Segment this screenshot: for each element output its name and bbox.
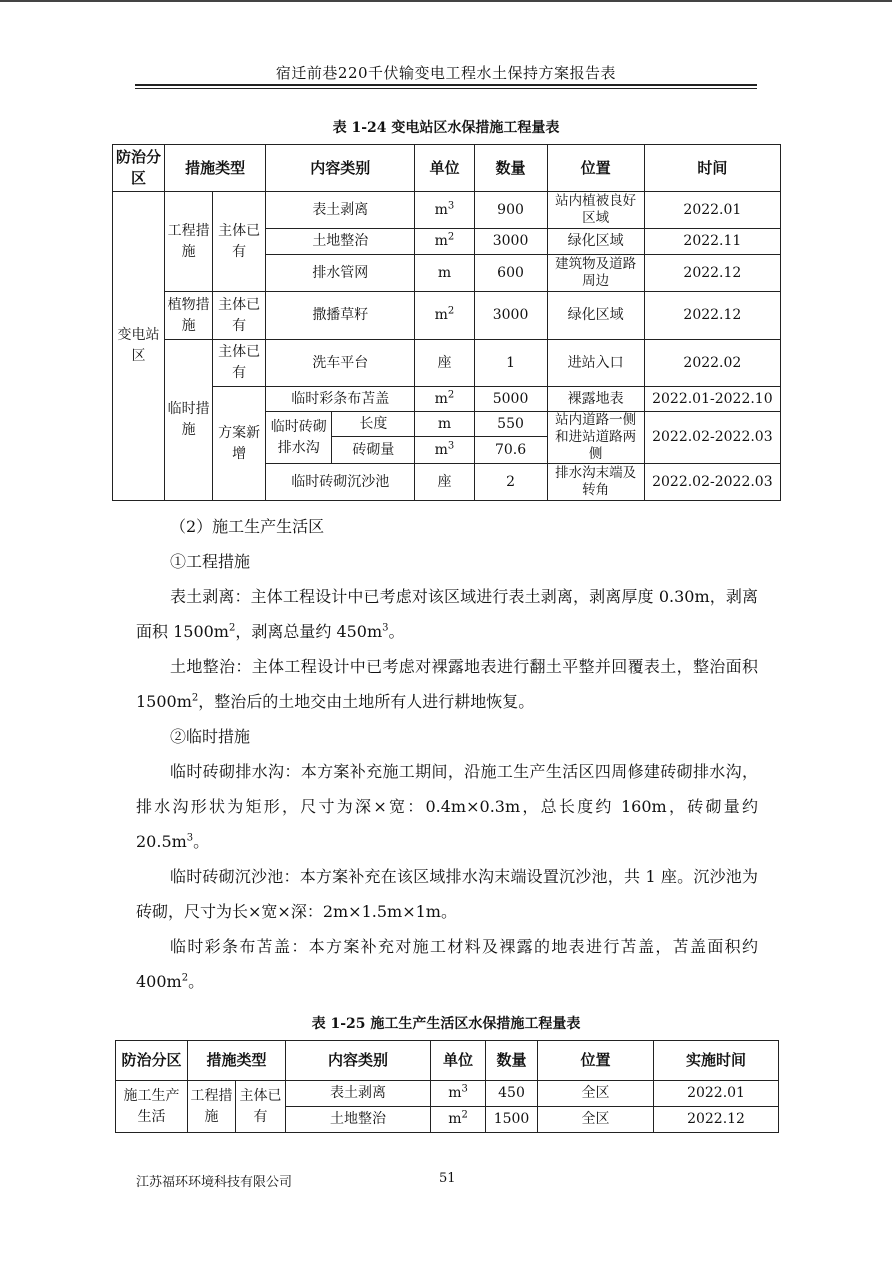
- header-content: 内容类别: [286, 1041, 431, 1081]
- subtype-main-existing: 主体已有: [213, 292, 266, 340]
- cell-qty: 3000: [474, 292, 547, 340]
- cell-unit: $m^2$: [431, 1107, 486, 1133]
- cell-time: 2022.01: [644, 192, 780, 229]
- cell-qty: 1500: [486, 1107, 538, 1133]
- cell-unit: m: [415, 412, 474, 437]
- cell-content: 临时砖砌沉沙池: [266, 464, 415, 501]
- cell-unit: $m^2$: [415, 387, 474, 412]
- paragraph-basin: 临时砖砌沉沙池：本方案补充在该区域排水沟末端设置沉沙池，共 1 座。沉沙池为砖砌，尺寸为长×宽×深：2m×1.5m×1m。: [136, 867, 758, 921]
- header-zone: 防治分区: [113, 145, 165, 192]
- cell-qty: 5000: [474, 387, 547, 412]
- paragraph-cover: 临时彩条布苫盖：本方案补充对施工材料及裸露的地表进行苫盖，苫盖面积约 $400m^2$。: [136, 937, 758, 991]
- cell-location: 站内植被良好区域: [547, 192, 644, 229]
- subheading-engineering: ①工程措施: [170, 552, 251, 571]
- cell-time: 2022.12: [644, 255, 780, 292]
- header-rule: [135, 84, 757, 86]
- table2-caption: 表 1-25 施工生产生活区水保措施工程量表: [311, 1016, 581, 1032]
- cell-qty: 450: [486, 1081, 538, 1107]
- header-location: 位置: [547, 145, 644, 192]
- subtype-main-existing: 主体已有: [213, 192, 266, 292]
- subtype-main-existing: 主体已有: [213, 340, 266, 387]
- table2: [115, 1040, 779, 1133]
- cell-location: 裸露地表: [547, 387, 644, 412]
- header-time: 实施时间: [654, 1041, 779, 1081]
- paragraph-land: 土地整治：主体工程设计中已考虑对裸露地表进行翻土平整并回覆表土，整治面积 $1500m^2$，整治后的土地交由土地所有人进行耕地恢复。: [136, 657, 758, 711]
- type-temporary: 临时措施: [165, 340, 213, 501]
- cell-time: 2022.02-2022.03: [644, 464, 780, 501]
- cell-location: 进站入口: [547, 340, 644, 387]
- header-unit: 单位: [431, 1041, 486, 1081]
- cell-content: 排水管网: [266, 255, 415, 292]
- cell-content: 表土剥离: [266, 192, 415, 229]
- type-engineering: 工程措施: [165, 192, 213, 292]
- cell-content: 砖砌量: [332, 437, 415, 464]
- type-engineering: 工程措施: [188, 1081, 236, 1133]
- cell-qty: 2: [474, 464, 547, 501]
- header-content: 内容类别: [266, 145, 415, 192]
- cell-location: 绿化区域: [547, 292, 644, 340]
- cell-content: 洗车平台: [266, 340, 415, 387]
- cell-location: 全区: [538, 1107, 654, 1133]
- cell-location: 站内道路一侧和进站道路两侧: [547, 412, 644, 464]
- cell-unit: $m^2$: [415, 292, 474, 340]
- type-plant: 植物措施: [165, 292, 213, 340]
- cell-location: 全区: [538, 1081, 654, 1107]
- cell-unit: 座: [415, 464, 474, 501]
- cell-time: 2022.02: [644, 340, 780, 387]
- cell-content: 临时彩条布苫盖: [266, 387, 415, 412]
- cell-qty: 600: [474, 255, 547, 292]
- zone-cell: 施工生产生活: [116, 1081, 188, 1133]
- cell-time: 2022.12: [644, 292, 780, 340]
- zone-cell: 变电站区: [113, 192, 165, 501]
- cell-time: 2022.12: [654, 1107, 779, 1133]
- header-type: 措施类型: [188, 1041, 286, 1081]
- cell-content: 土地整治: [266, 229, 415, 255]
- paragraph-ditch: 临时砖砌排水沟：本方案补充施工期间，沿施工生产生活区四周修建砖砌排水沟，排水沟形状为矩形，尺寸为深×宽：0.4m×0.3m，总长度约 160m，砖砌量约 $20.5m^3$。: [136, 762, 758, 851]
- section-body: [136, 509, 758, 999]
- cell-location: 建筑物及道路周边: [547, 255, 644, 292]
- cell-content: 表土剥离: [286, 1081, 431, 1107]
- cell-content: 土地整治: [286, 1107, 431, 1133]
- cell-content: 长度: [332, 412, 415, 437]
- subheading-temporary: ②临时措施: [170, 727, 251, 746]
- cell-content: 撒播草籽: [266, 292, 415, 340]
- header-unit: 单位: [415, 145, 474, 192]
- cell-qty: 550: [474, 412, 547, 437]
- cell-time: 2022.01: [654, 1081, 779, 1107]
- cell-unit: m: [415, 255, 474, 292]
- ditch-label: 临时砖砌排水沟: [266, 412, 332, 464]
- cell-qty: 3000: [474, 229, 547, 255]
- section-heading: （2）施工生产生活区: [170, 517, 325, 536]
- cell-qty: 900: [474, 192, 547, 229]
- subtype-main-existing: 主体已有: [236, 1081, 286, 1133]
- cell-location: 绿化区域: [547, 229, 644, 255]
- cell-time: 2022.01-2022.10: [644, 387, 780, 412]
- header-type: 措施类型: [165, 145, 266, 192]
- page-header: 宿迁前巷220千伏输变电工程水土保持方案报告表: [275, 64, 617, 82]
- subtype-plan-new: 方案新增: [213, 387, 266, 501]
- cell-time: 2022.02-2022.03: [644, 412, 780, 464]
- table1-caption: 表 1-24 变电站区水保措施工程量表: [332, 120, 560, 136]
- cell-unit: $m^3$: [431, 1081, 486, 1107]
- cell-time: 2022.11: [644, 229, 780, 255]
- header-time: 时间: [644, 145, 780, 192]
- table1: [112, 144, 781, 501]
- cell-unit: $m^2$: [415, 229, 474, 255]
- header-location: 位置: [538, 1041, 654, 1081]
- page-number: 51: [439, 1171, 456, 1186]
- footer-company: 江苏福环环境科技有限公司: [136, 1175, 293, 1190]
- header-rule-thin: [135, 88, 757, 89]
- header-qty: 数量: [486, 1041, 538, 1081]
- cell-location: 排水沟末端及转角: [547, 464, 644, 501]
- cell-qty: 1: [474, 340, 547, 387]
- top-border: [0, 0, 892, 2]
- cell-qty: 70.6: [474, 437, 547, 464]
- cell-unit: 座: [415, 340, 474, 387]
- header-zone: 防治分区: [116, 1041, 188, 1081]
- cell-unit: $m^3$: [415, 437, 474, 464]
- header-qty: 数量: [474, 145, 547, 192]
- cell-unit: $m^3$: [415, 192, 474, 229]
- paragraph-topsoil: 表土剥离：主体工程设计中已考虑对该区域进行表土剥离，剥离厚度 0.30m，剥离面积 $1500m^2$，剥离总量约 $450m^3$。: [136, 587, 758, 641]
